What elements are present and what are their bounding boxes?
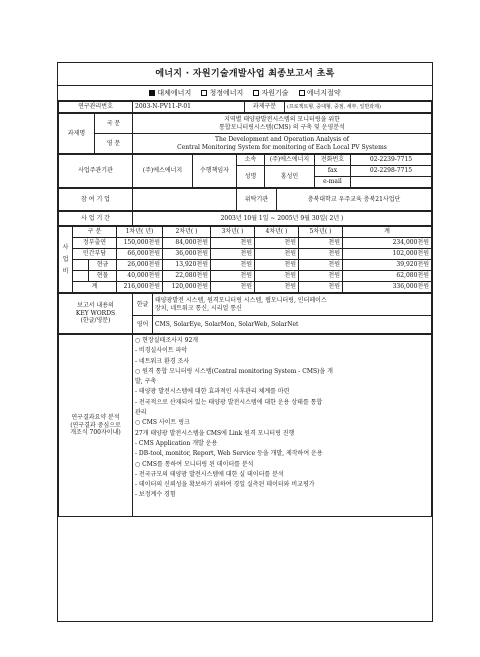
pi-label: 수행책임자 [193, 155, 237, 188]
summary-line: ○ CMS 사이트 링크 [135, 419, 190, 427]
summary-line: 관리 [135, 409, 147, 417]
funding-row-inkind: 현물 40,000천원 22,080천원 천원 천원 천원 62,080천원 [59, 271, 432, 282]
participant-table [58, 188, 432, 211]
fax-label: fax [315, 166, 351, 177]
summary-label: 연구결과요약 분석 (연구결과 중심으로 개조식 700자이내) [59, 335, 133, 517]
report-abstract-form [57, 62, 433, 622]
funding-row-cash: 현금 26,000천원 13,920천원 천원 천원 천원 39,920천원 [59, 260, 432, 271]
participant-value [133, 189, 237, 211]
english-name-label: 영 문 [95, 134, 133, 154]
project-info-table [58, 101, 432, 113]
phone-value: 02-2239-7715 [351, 155, 432, 166]
funding-header-year2: 2차년( ) [163, 227, 211, 238]
funding-header-year5: 5차년( ) [299, 227, 343, 238]
summary-line: 27개 태양광 발전시스템을 CMS에 Link 원격 모니터링 진행 [135, 429, 295, 437]
funding-header-total: 계 [343, 227, 432, 238]
org-name: (주)에스에너지 [133, 155, 193, 188]
document-title: 에너지 · 자원기술개발사업 최종보고서 초록 [58, 63, 432, 86]
funding-header-year3: 3차년( ) [211, 227, 255, 238]
checked-box-icon [149, 90, 155, 96]
unchecked-box-icon [253, 90, 259, 96]
funding-header-category: 구 분 [73, 227, 117, 238]
summary-line: - 전국규모의 태양광 발전시스템에 대한 실 데이터를 분석 [135, 470, 284, 478]
keywords-label: 보고서 내용의 KEY WORDS (한글/영문) [59, 294, 133, 334]
type-label: 과제구분 [245, 102, 285, 113]
consign-value: 충북대학교 우주교육 충북21사업단 [277, 189, 432, 211]
affiliation-label: 소속 [237, 155, 265, 166]
summary-line: 발, 구축 [135, 378, 157, 386]
org-label: 사업주관기관 [59, 155, 133, 188]
period-value: 2003년 10월 1일 ~ 2005년 9월 30일( 2년 ) [133, 212, 432, 226]
summary-line: - CMS Application 개발 운용 [135, 439, 218, 447]
unchecked-box-icon [299, 90, 305, 96]
checkbox-clean-energy[interactable]: 청정에너지 [201, 86, 243, 100]
email-label: e-mail [315, 177, 351, 188]
summary-line: - 태양광 발전시스템에 대한 효과적인 사후관리 체계를 마련 [135, 388, 290, 396]
project-name-table [58, 113, 432, 154]
phone-label: 전화번호 [315, 155, 351, 166]
summary-line: ○ 현장실태조사지 92개 [135, 337, 199, 344]
checkbox-energy-saving[interactable]: 에너지절약 [299, 86, 341, 100]
summary-line: - 전국적으로 산재되어 있는 태양광 발전시스템에 대한 운용 상태를 통합 [135, 398, 323, 406]
type-value: (프로젝트형, 중대형, 중점, 세부, 일반과제) [285, 102, 432, 113]
name-label: 성명 [237, 166, 265, 188]
funding-side-label: 사업비 [59, 227, 73, 293]
period-table [58, 211, 432, 226]
email-value [351, 177, 432, 188]
summary-line: ○ CMS를 통하여 모니터링 된 데이터를 분석 [135, 460, 254, 468]
summary-line: ○ 원격 통합 모니터링 시스템(Central monitoring System - CMS)을 개 [135, 367, 333, 375]
participant-label: 참 여 기 업 [59, 189, 133, 211]
funding-row-government: 정부출연 150,000천원 84,000천원 천원 천원 천원 234,000천원 [59, 238, 432, 249]
funding-table [58, 226, 432, 293]
summary-line: - DB-tool, monitor, Report, Web Service 등을 개발, 제작하여 운용 [135, 450, 323, 458]
korean-name-label: 국 문 [95, 114, 133, 134]
funding-header-year4: 4차년( ) [255, 227, 299, 238]
english-title: The Development and Operation Analysis of Central Monitoring System for monitoring of Each Local PV Systems [133, 134, 432, 154]
keywords-korean: 태양광발전 시스템, 원격모니터링 시스템, 웹모니터링, 인터페이스 장치, 네트워크 통신, 시리얼 통신 [153, 294, 432, 316]
keywords-english-label: 영어 [133, 316, 153, 334]
checkbox-alternative-energy[interactable]: 대체에너지 [149, 86, 191, 100]
affiliation-value: (주)에스에너지 [265, 155, 315, 166]
project-name-label: 과제명 [59, 114, 95, 154]
keywords-english: CMS, SolarEye, SolarMon, SolarWeb, SolarNet [153, 316, 432, 334]
mgmt-no-value: 2003-N-PV11-P-01 [133, 102, 245, 113]
summary-line: - 데이터의 신뢰성을 확보하기 위하여 경일 실측된 데이터와 비교평가 [135, 481, 315, 489]
fax-value: 02-2298-7715 [351, 166, 432, 177]
summary-line: - 보정계수 경험 [135, 491, 176, 499]
funding-header-year1: 1차년( 년) [117, 227, 163, 238]
mgmt-no-label: 연구관리번호 [59, 102, 133, 113]
summary-line: - 네트워크 환경 조사 [135, 357, 190, 365]
summary-table [58, 334, 432, 517]
summary-content [133, 335, 432, 517]
period-label: 사 업 기 간 [59, 212, 133, 226]
organization-table [58, 154, 432, 188]
funding-row-total: 계 216,000천원 120,000천원 천원 천원 천원 336,000천원 [59, 282, 432, 293]
checkbox-resource-tech[interactable]: 자원기술 [253, 86, 288, 100]
korean-title: 지역별 태양광발전시스템의 모니터링을 위한 통합모니터링시스템(CMS) 의 구축 및 운영분석 [133, 114, 432, 134]
funding-row-private: 민간부담 66,000천원 36,000천원 천원 천원 천원 102,000천원 [59, 249, 432, 260]
unchecked-box-icon [201, 90, 207, 96]
consign-label: 위탁기관 [237, 189, 277, 211]
summary-line: - 비경실사이트 파악 [135, 347, 188, 355]
name-value: 홍성민 [265, 166, 315, 188]
category-checkboxes [58, 86, 432, 101]
keywords-korean-label: 한글 [133, 294, 153, 316]
keywords-table [58, 293, 432, 334]
